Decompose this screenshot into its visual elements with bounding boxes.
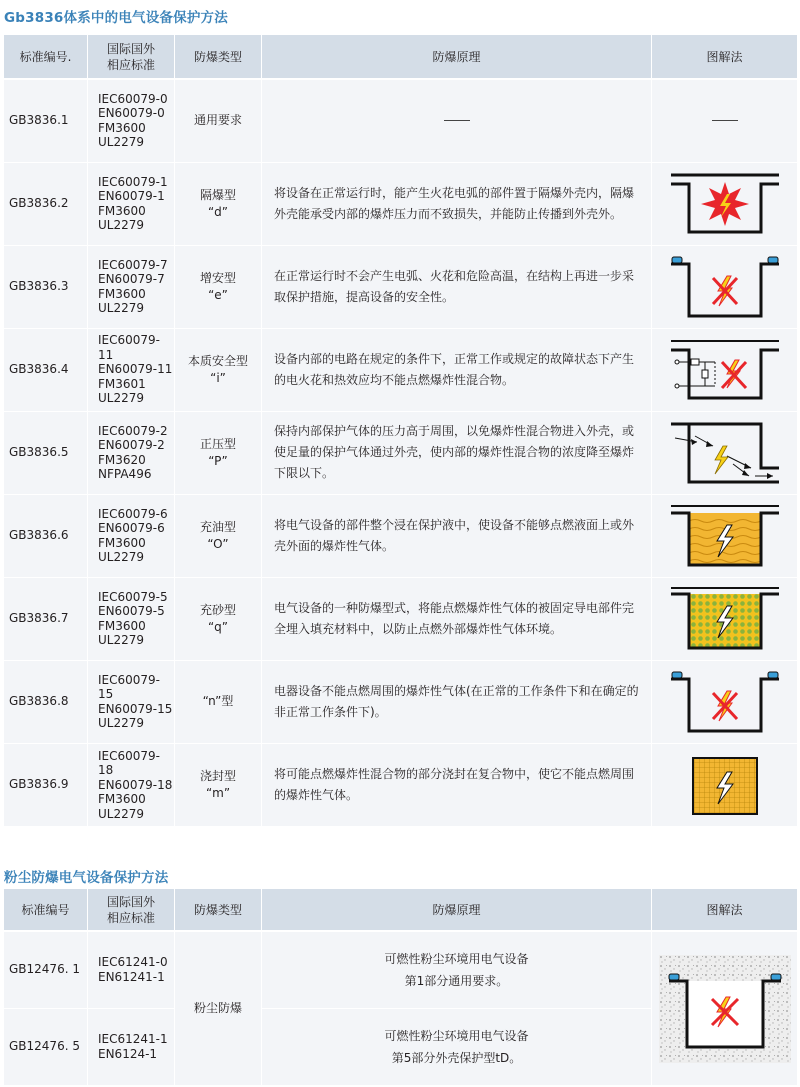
protection-principle: 保持内部保护气体的压力高于周围，以免爆炸性混合物进入外壳，或使足量的保护气体通过外壳，使内部的爆炸性混合物的浓度降至爆炸下限以下。 (262, 411, 652, 494)
diagram-cell (652, 328, 798, 411)
intrinsic-safety-icon (669, 338, 781, 402)
header-type: 防爆类型 (175, 35, 262, 79)
pressurized-icon (669, 420, 781, 486)
intl-standards: IEC60079-0 EN60079-0 FM3600 UL2279 (88, 79, 175, 162)
standard-code: GB3836.5 (4, 411, 88, 494)
principle-placeholder (262, 79, 652, 162)
protection-type: 本质安全型 “i” (175, 328, 262, 411)
protection-principle: 可燃性粉尘环境用电气设备 第5部分外壳保护型tD。 (262, 1008, 652, 1085)
protection-type: 通用要求 (175, 79, 262, 162)
diagram-cell (652, 931, 798, 1085)
diagram-cell (652, 245, 798, 328)
standard-code: GB3836.1 (4, 79, 88, 162)
intl-standards: IEC60079-11 EN60079-11 FM3601 UL2279 (88, 328, 175, 411)
table-row (4, 494, 798, 577)
diagram-placeholder (652, 79, 798, 162)
table-row (4, 79, 798, 162)
header-type: 防爆类型 (175, 889, 262, 931)
gas-protection-table (3, 35, 798, 826)
protection-principle: 将设备在正常运行时，能产生火花电弧的部件置于隔爆外壳内，隔爆外壳能承受内部的爆炸压力而不致损失，并能防止传播到外壳外。 (262, 162, 652, 245)
protection-principle: 在正常运行时不会产生电弧、火花和危险高温，在结构上再进一步采取保护措施，提高设备的安全性。 (262, 245, 652, 328)
table-row (4, 660, 798, 743)
header-diagram: 图解法 (652, 35, 798, 79)
table-row (4, 743, 798, 826)
protection-type: 增安型 “e” (175, 245, 262, 328)
table-row (4, 577, 798, 660)
intl-standards: IEC60079-6 EN60079-6 FM3600 UL2279 (88, 494, 175, 577)
header-diagram: 图解法 (652, 889, 798, 931)
table-row (4, 931, 798, 1008)
standard-code: GB12476. 1 (4, 931, 88, 1008)
protection-principle: 将可能点燃爆炸性混合物的部分浇封在复合物中，使它不能点燃周围的爆炸性气体。 (262, 743, 652, 826)
standard-code: GB12476. 5 (4, 1008, 88, 1085)
dust-protection-icon (659, 955, 791, 1063)
standard-code: GB3836.3 (4, 245, 88, 328)
intl-standards: IEC60079-15 EN60079-15 UL2279 (88, 660, 175, 743)
standard-code: GB3836.9 (4, 743, 88, 826)
section-title-dust: 粉尘防爆电气设备保护方法 (4, 870, 169, 886)
diagram-cell (652, 494, 798, 577)
protection-principle: 电器设备不能点燃周围的爆炸性气体(在正常的工作条件下和在确定的非正常工作条件下)。 (262, 660, 652, 743)
header-code: 标准编号 (4, 889, 88, 931)
protection-principle: 设备内部的电路在规定的条件下，正常工作或规定的故障状态下产生的电火花和热效应均不能点燃爆炸性混合物。 (262, 328, 652, 411)
table-row (4, 411, 798, 494)
standard-code: GB3836.2 (4, 162, 88, 245)
protection-type: “n”型 (175, 660, 262, 743)
flameproof-enclosure-icon (669, 172, 781, 236)
increased-safety-icon (669, 254, 781, 320)
intl-standards: IEC60079-2 EN60079-2 FM3620 NFPA496 (88, 411, 175, 494)
protection-type: 隔爆型 “d” (175, 162, 262, 245)
header-intl-standard: 国际国外 相应标准 (88, 35, 175, 79)
oil-immersion-icon (669, 503, 781, 569)
protection-type: 粉尘防爆 (175, 931, 262, 1085)
protection-principle: 电气设备的一种防爆型式，将能点燃爆炸性气体的被固定导电部件完全埋入填充材料中，以防止点燃外部爆炸性气体环境。 (262, 577, 652, 660)
section-title-gas: Gb3836体系中的电气设备保护方法 (4, 10, 228, 26)
non-sparking-icon (669, 669, 781, 735)
table-header-row (4, 35, 798, 79)
diagram-cell (652, 743, 798, 826)
protection-principle: 可燃性粉尘环境用电气设备 第1部分通用要求。 (262, 931, 652, 1008)
diagram-cell (652, 660, 798, 743)
table-row (4, 245, 798, 328)
intl-standards: IEC60079-1 EN60079-1 FM3600 UL2279 (88, 162, 175, 245)
intl-standards: IEC60079-18 EN60079-18 FM3600 UL2279 (88, 743, 175, 826)
protection-type: 正压型 “P” (175, 411, 262, 494)
protection-type: 浇封型 “m” (175, 743, 262, 826)
protection-type: 充砂型 “q” (175, 577, 262, 660)
diagram-cell (652, 411, 798, 494)
protection-principle: 将电气设备的部件整个浸在保护液中，使设备不能够点燃液面上或外壳外面的爆炸性气体。 (262, 494, 652, 577)
encapsulation-icon (669, 752, 781, 818)
header-principle: 防爆原理 (262, 889, 652, 931)
intl-standards: IEC61241-0 EN61241-1 (88, 931, 175, 1008)
standard-code: GB3836.4 (4, 328, 88, 411)
standard-code: GB3836.8 (4, 660, 88, 743)
intl-standards: IEC60079-5 EN60079-5 FM3600 UL2279 (88, 577, 175, 660)
header-code: 标准编号. (4, 35, 88, 79)
table-row (4, 328, 798, 411)
powder-filling-icon (669, 586, 781, 652)
header-principle: 防爆原理 (262, 35, 652, 79)
header-intl-standard: 国际国外 相应标准 (88, 889, 175, 931)
table-header-row (4, 889, 798, 931)
dust-protection-table (3, 889, 798, 1085)
diagram-cell (652, 162, 798, 245)
diagram-cell (652, 577, 798, 660)
table-row (4, 162, 798, 245)
standard-code: GB3836.6 (4, 494, 88, 577)
standard-code: GB3836.7 (4, 577, 88, 660)
intl-standards: IEC60079-7 EN60079-7 FM3600 UL2279 (88, 245, 175, 328)
protection-type: 充油型 “O” (175, 494, 262, 577)
intl-standards: IEC61241-1 EN6124-1 (88, 1008, 175, 1085)
